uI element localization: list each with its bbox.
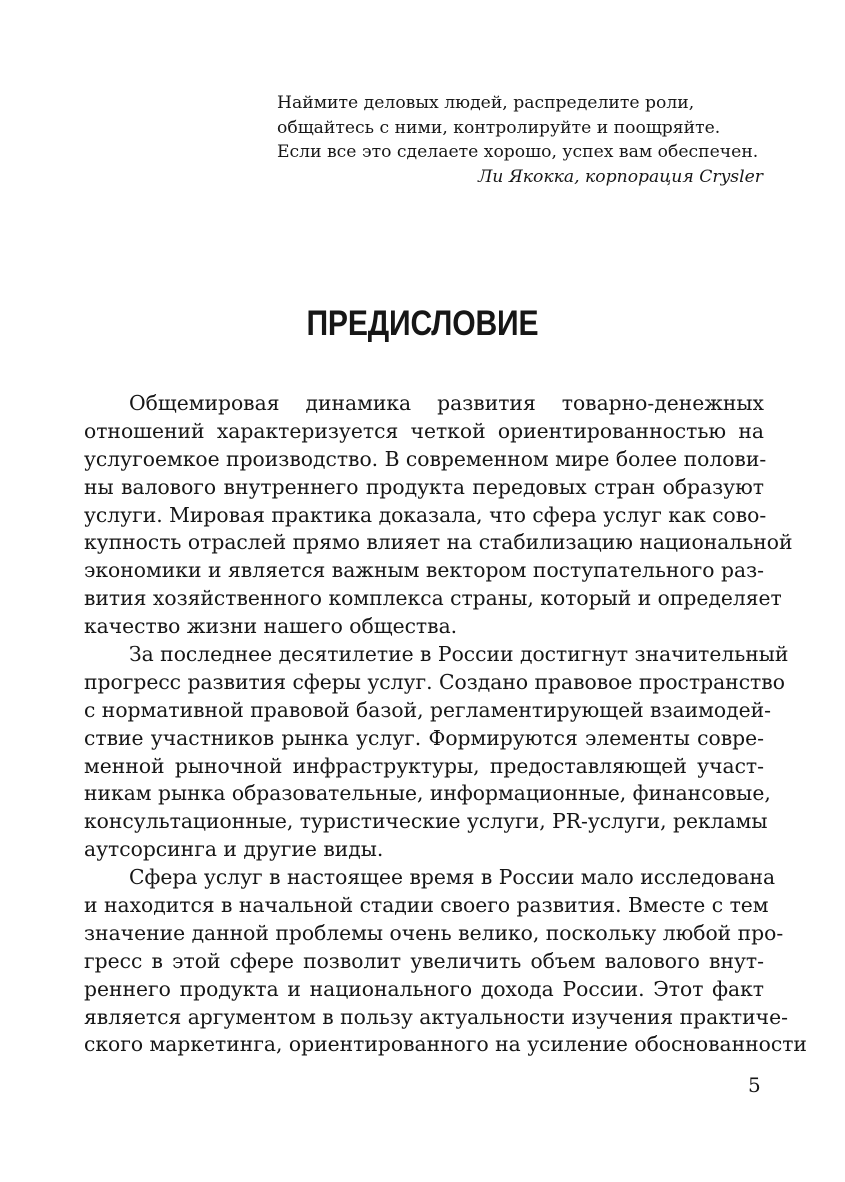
- text-line: аутсорсинга и другие виды.: [84, 837, 384, 862]
- text-line: услугоемкое производство. В современном мире более полови-: [84, 446, 767, 471]
- text-line: консультационные, туристические услуги, PR-услуги, рекламы: [84, 809, 768, 834]
- text-line: значение данной проблемы очень велико, поскольку любой про-: [84, 920, 784, 945]
- text-line: и находится в начальной стадии своего развития. Вместе с тем: [84, 893, 769, 918]
- text-line: прогресс развития сферы услуг. Создано правовое пространство: [84, 669, 785, 694]
- epigraph-line: общайтесь с ними, контролируйте и поощряйте.: [277, 117, 721, 138]
- text-line: ствие участников рынка услуг. Формируются элементы совре-: [84, 725, 764, 750]
- text-line: услуги. Мировая практика доказала, что сфера услуг как сово-: [84, 502, 767, 527]
- epigraph-line: Наймите деловых людей, распределите роли,: [277, 93, 695, 113]
- epigraph-author: Ли Якокка, корпорация Crysler: [477, 166, 763, 187]
- paragraph-2: [84, 641, 789, 864]
- epigraph-line: Если все это сделаете хорошо, успех вам обеспечен.: [277, 142, 759, 162]
- text-line: никам рынка образовательные, информационные, финансовые,: [84, 781, 771, 806]
- text-line: купность отраслей прямо влияет на стабилизацию национальной: [84, 530, 793, 555]
- text-line: ны валового внутреннего продукта передовых стран образуют: [84, 474, 764, 499]
- page-number: 5: [748, 1073, 761, 1097]
- text-line: Общемировая динамика развития товарно-денежных: [129, 391, 764, 415]
- body-text: [84, 390, 807, 1059]
- text-line: гресс в этой сфере позволит увеличить объем валового внут-: [84, 948, 764, 973]
- paragraph-1: [84, 390, 793, 641]
- text-line: ского маркетинга, ориентированного на усиление обоснованности: [84, 1032, 807, 1057]
- paragraph-3: [84, 864, 807, 1059]
- text-line: отношений характеризуется четкой ориентированностью на: [84, 418, 764, 443]
- text-line: реннего продукта и национального дохода России. Этот факт: [84, 976, 764, 1001]
- text-line: качество жизни нашего общества.: [84, 614, 458, 639]
- text-line: с нормативной правовой базой, регламентирующей взаимодей-: [84, 697, 771, 722]
- text-line: является аргументом в пользу актуальности изучения практиче-: [84, 1004, 788, 1029]
- text-line: экономики и является важным вектором поступательного раз-: [84, 558, 764, 583]
- text-line: За последнее десятилетие в России достигнут значительный: [129, 642, 789, 667]
- epigraph: [277, 91, 767, 189]
- text-line: менной рыночной инфраструктуры, предоставляющей участ-: [84, 753, 764, 778]
- text-line: Сфера услуг в настоящее время в России мало исследована: [129, 865, 776, 890]
- page-title: ПРЕДИСЛОВИЕ: [306, 304, 539, 343]
- text-line: вития хозяйственного комплекса страны, который и определяет: [84, 586, 782, 611]
